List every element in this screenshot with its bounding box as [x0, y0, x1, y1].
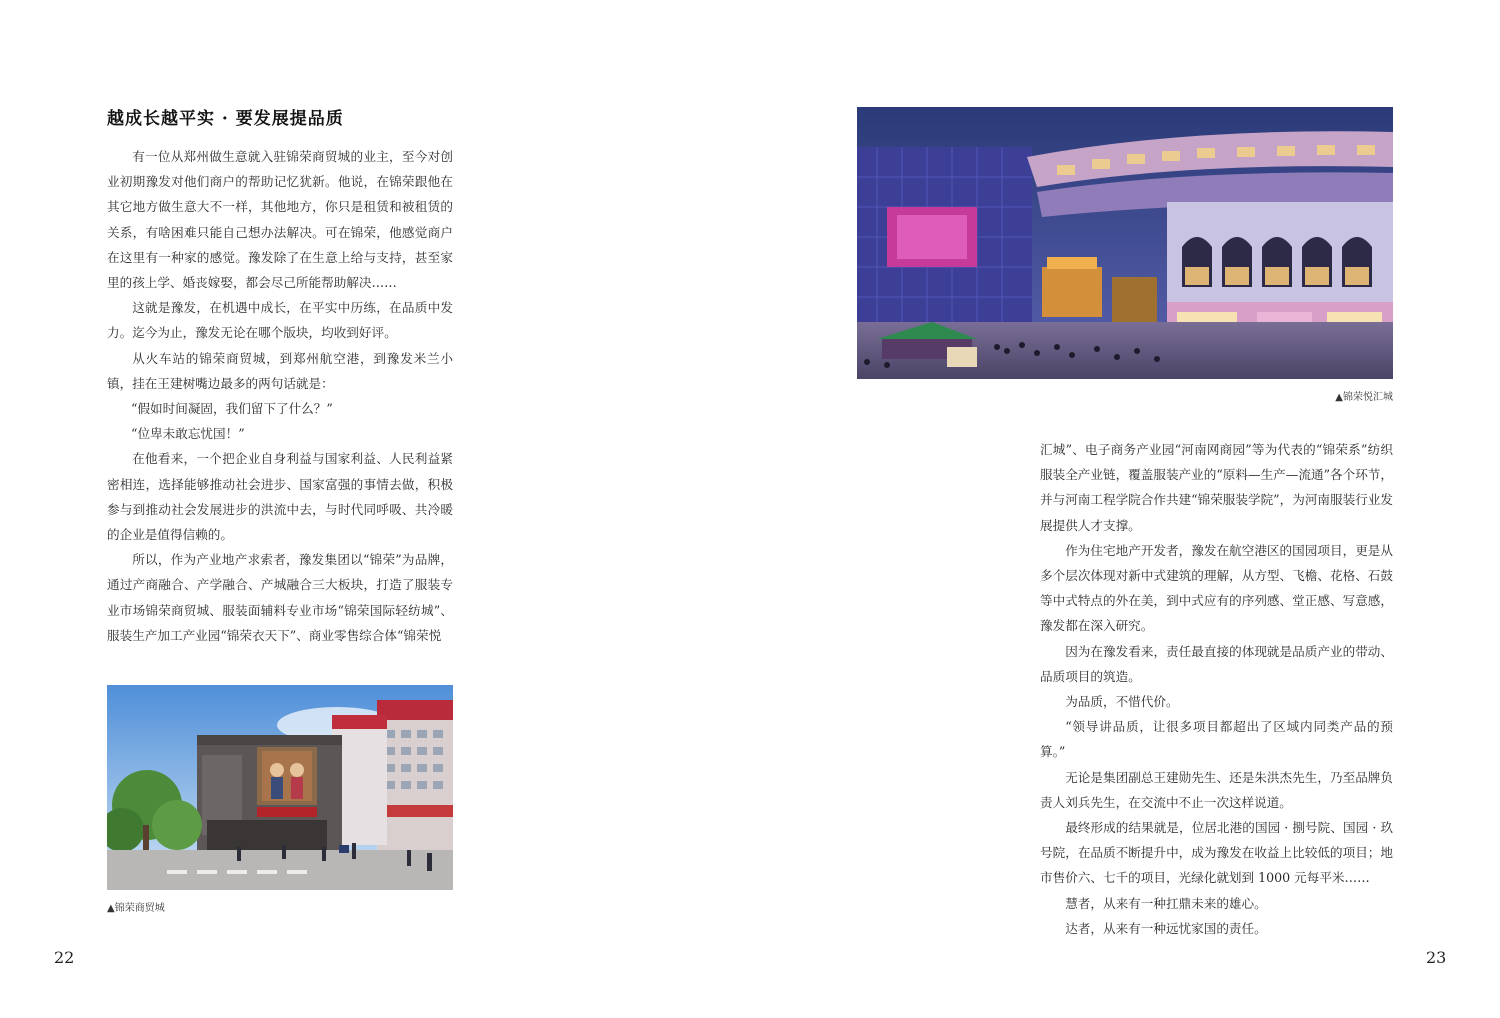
paragraph: 这就是豫发，在机遇中成长，在平实中历练，在品质中发力。迄今为止，豫发无论在哪个版块，均收到好评。 — [107, 300, 453, 341]
page-number: 23 — [1426, 948, 1447, 967]
paragraph: 因为在豫发看来，责任最直接的体现就是品质产业的带动、品质项目的筑造。 — [1040, 643, 1393, 684]
photo-caption: ▲锦荣悦汇城 — [1335, 392, 1393, 403]
paragraph: 作为住宅地产开发者，豫发在航空港区的国园项目，更是从多个层次体现对新中式建筑的理解，从方型、飞檐、花格、石鼓等中式特点的外在美，到中式应有的序列感、堂正感、写意感，豫发都在深入研究。 — [1040, 542, 1393, 634]
paragraph: “领导讲品质，让很多项目都超出了区域内同类产品的预算。” — [1040, 719, 1393, 760]
paragraph: 无论是集团副总王建勋先生、还是朱洪杰先生，乃至品牌负责人刘兵先生，在交流中不止一次这样说道。 — [1040, 769, 1393, 810]
paragraph: “位卑未敢忘忧国！” — [131, 426, 245, 442]
paragraph: 最终形成的结果就是，位居北港的国园 · 捌号院、国园 · 玖号院，在品质不断提升中，成为豫发在收益上比较低的项目；地市售价六、七千的项目，光绿化就划到 1000 元每平米…… — [1040, 820, 1393, 886]
paragraph: 在他看来，一个把企业自身利益与国家利益、人民利益紧密相连，选择能够推动社会进步、国家富强的事情去做，积极参与到推动社会发展进步的洪流中去，与时代同呼吸、共冷暖的企业是值得信赖的。 — [107, 451, 453, 543]
paragraph: 有一位从郑州做生意就入驻锦荣商贸城的业主，至今对创业初期豫发对他们商户的帮助记忆犹新。他说，在锦荣跟他在其它地方做生意大不一样，其他地方，你只是租赁和被租赁的关系，有啥困难只能自己想办法解决。可在锦荣，他感觉商户在这里有一种家的感觉。豫发除了在生意上给与支持，甚至家里的孩上学、婚丧嫁娶，都会尽己所能帮助解决…… — [107, 149, 453, 291]
paragraph: 所以，作为产业地产求索者，豫发集团以“锦荣”为品牌，通过产商融合、产学融合、产城融合三大板块，打造了服装专业市场锦荣商贸城、服装面辅料专业市场“锦荣国际轻纺城”、服装生产加工产业园“锦荣衣天下”、商业零售综合体“锦荣悦 — [107, 552, 453, 643]
left-body-text — [107, 144, 453, 648]
paragraph: 汇城”、电子商务产业园“河南网商园”等为代表的“锦荣系”纺织服装全产业链，覆盖服装产业的“原料—生产—流通”各个环节，并与河南工程学院合作共建“锦荣服装学院”，为河南服装行业发展提供人才支撑。 — [1040, 442, 1393, 533]
paragraph: 为品质，不惜代价。 — [1065, 694, 1179, 710]
page-number: 22 — [54, 948, 75, 967]
photo-caption: ▲锦荣商贸城 — [107, 903, 165, 914]
paragraph: “假如时间凝固，我们留下了什么？” — [131, 401, 333, 417]
paragraph: 慧者，从来有一种扛鼎未来的雄心。 — [1065, 895, 1267, 911]
paragraph: 从火车站的锦荣商贸城，到郑州航空港，到豫发米兰小镇，挂在王建树嘴边最多的两句话就是： — [107, 350, 453, 391]
paragraph: 达者，从来有一种远忧家国的责任。 — [1065, 920, 1267, 936]
right-body-text — [1040, 437, 1393, 941]
section-heading: 越成长越平实 · 要发展提品质 — [107, 109, 344, 129]
mall-night-photo — [857, 107, 1393, 379]
trade-city-photo — [107, 685, 453, 890]
